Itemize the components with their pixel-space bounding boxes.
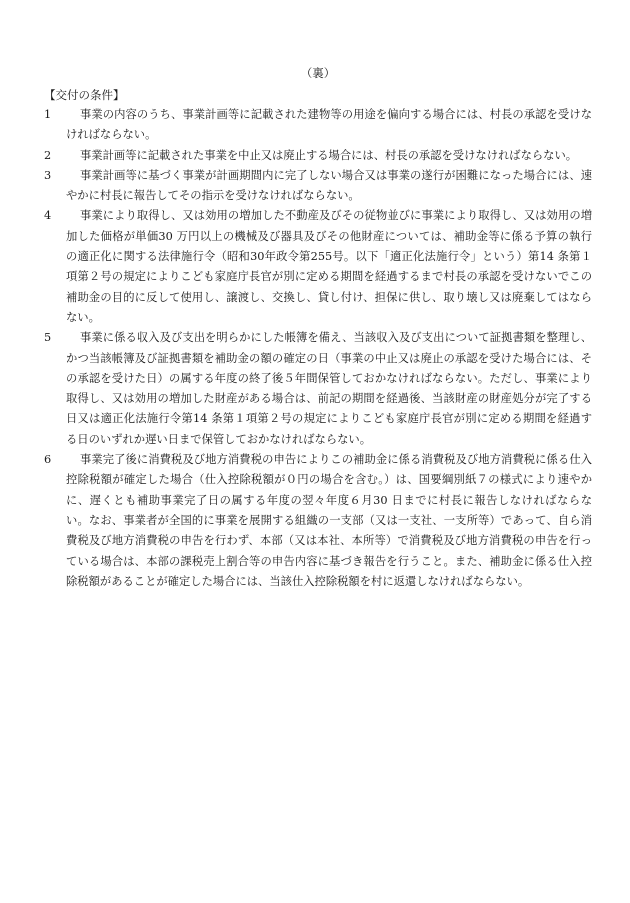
condition-item-5 — [44, 328, 592, 450]
condition-item-3 — [44, 166, 592, 207]
condition-item-2 — [44, 146, 592, 166]
condition-number: 1 — [44, 108, 52, 121]
condition-item-4 — [44, 206, 592, 328]
condition-text: 事業計画等に記載された事業を中止又は廃止する場合には、村長の承認を受けなければならない。 — [80, 148, 578, 162]
condition-item-6 — [44, 450, 592, 592]
condition-text: 事業計画等に基づく事業が計画期間内に完了しない場合又は事業の遂行が困難になった場合には、速やかに村長に報告してその指示を受けなければならない。 — [66, 168, 592, 203]
conditions-list — [44, 105, 592, 592]
section-heading: 【交付の条件】 — [44, 88, 125, 102]
condition-number: 4 — [44, 209, 52, 223]
condition-text: 事業により取得し、又は効用の増加した不動産及びその従物並びに事業により取得し、又は効用の増加した価格が単価30 万円以上の機械及び器具及びその他財産については、補助金等に係る予算の執行の適正化に関する法律施行令（昭和30年政令第255号。以下「適正化法施行令」という）第14 条第１項第２号の規定によりこども家庭庁長官が別に定める期間を経過するまで村長の承認を受けないでこの補助金の目的に反して使用し、譲渡し、交換し、貸し付け、担保に供し、取り壊し又は廃棄してはならない。 — [66, 209, 592, 324]
condition-text: 事業の内容のうち、事業計画等に記載された建物等の用途を偏向する場合には、村長の承認を受けなければならない。 — [66, 108, 592, 142]
condition-number: 3 — [44, 168, 52, 182]
condition-text: 事業に係る収入及び支出を明らかにした帳簿を備え、当該収入及び支出について証拠書類を整理し、かつ当該帳簿及び証拠書類を補助金の額の確定の日（事業の中止又は廃止の承認を受けた場合には、その承認を受けた日）の属する年度の終了後５年間保管しておかなければならない。ただし、事業により取得し、又は効用の増加した財産がある場合は、前記の期間を経過後、当該財産の財産処分が完了する日又は適正化法施行令第14 条第１項第２号の規定によりこども家庭庁長官が別に定める期間を経過する日のいずれか遅い日まで保管しておかなければならない。 — [66, 331, 592, 446]
condition-item-1 — [44, 105, 592, 146]
condition-text: 事業完了後に消費税及び地方消費税の申告によりこの補助金に係る消費税及び地方消費税に係る仕入控除税額が確定した場合（仕入控除税額が０円の場合を含む。）は、国要綱別紙７の様式により速やかに、遅くとも補助事業完了日の属する年度の翌々年度６月30 日までに村長に報告しなければならない。なお、事業者が全国的に事業を展開する組織の一支部（又は一支社、一支所等）であって、自ら消費税及び地方消費税の申告を行わず、本部（又は本社、本所等）で消費税及び地方消費税の申告を行っている場合は、本部の課税売上割合等の申告内容に基づき報告を行うこと。また、補助金に係る仕入控除税額があることが確定した場合には、当該仕入控除税額を村に返還しなければならない。 — [66, 453, 592, 588]
condition-number: 6 — [44, 453, 52, 467]
page-side-label: （裏） — [300, 66, 336, 80]
condition-number: 5 — [44, 331, 52, 345]
condition-number: 2 — [44, 148, 52, 162]
document-body — [44, 64, 592, 592]
